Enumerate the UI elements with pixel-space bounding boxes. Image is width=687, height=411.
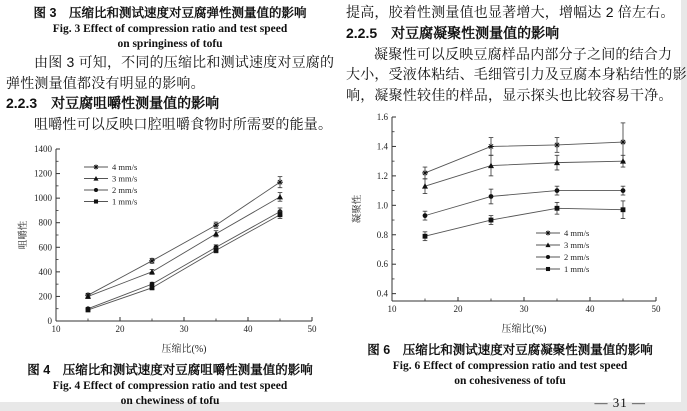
svg-text:压缩比(%): 压缩比(%) — [161, 343, 207, 355]
fig3-caption-en1: Fig. 3 Effect of compression ratio and test speed — [52, 23, 288, 35]
svg-text:1.2: 1.2 — [376, 170, 388, 181]
svg-text:压缩比(%): 压缩比(%) — [501, 324, 547, 335]
svg-text:40: 40 — [585, 304, 595, 314]
paragraph-line: 提高，胶着性测量值也显著增大，增幅达 2 倍左右。 — [346, 4, 675, 20]
svg-text:30: 30 — [519, 304, 529, 314]
svg-text:40: 40 — [243, 323, 253, 334]
fig4-chewiness-chart — [16, 141, 328, 357]
svg-text:1.4: 1.4 — [376, 141, 388, 152]
fig4-caption-en2: on chewiness of tofu — [120, 394, 220, 407]
svg-text:1 mm/s: 1 mm/s — [112, 196, 138, 206]
svg-text:1.6: 1.6 — [376, 112, 388, 122]
fig4-chart-area — [16, 141, 334, 362]
paragraph-line: 响，凝聚性较佳的样品，显示探头也比较容易干净。 — [346, 86, 673, 103]
fig3-caption-en2: on springiness of tofu — [117, 38, 223, 50]
svg-text:2 mm/s: 2 mm/s — [564, 252, 590, 262]
left-column — [0, 0, 340, 407]
svg-text:600: 600 — [38, 241, 52, 252]
paragraph-line: 咀嚼性可以反映口腔咀嚼食物时所需要的能量。 — [34, 116, 333, 132]
svg-text:50: 50 — [651, 304, 661, 314]
paragraph-line: 大小，受液体粘结、毛细管引力及豆腐本身粘结性的影 — [346, 66, 687, 82]
svg-text:0.8: 0.8 — [376, 229, 388, 240]
fig4-caption-en1: Fig. 4 Effect of compression ratio and test speed — [52, 379, 288, 392]
svg-text:200: 200 — [38, 290, 52, 301]
svg-text:1 mm/s: 1 mm/s — [564, 264, 590, 274]
svg-text:咀嚼性: 咀嚼性 — [19, 220, 29, 249]
svg-text:1.0: 1.0 — [376, 200, 388, 211]
svg-text:30: 30 — [179, 323, 189, 334]
fig4-caption-zh: 图 4 压缩比和测试速度对豆腐咀嚼性测量值的影响 — [27, 362, 313, 377]
svg-text:0.6: 0.6 — [376, 259, 388, 270]
svg-text:10: 10 — [51, 323, 61, 334]
svg-text:4 mm/s: 4 mm/s — [112, 161, 138, 172]
svg-text:2 mm/s: 2 mm/s — [112, 184, 138, 195]
page-number: — 31 — — [594, 395, 646, 410]
svg-text:3 mm/s: 3 mm/s — [112, 173, 138, 183]
paragraph-line: 弹性测量值都没有明显的影响。 — [6, 74, 205, 91]
svg-text:3 mm/s: 3 mm/s — [564, 240, 590, 250]
fig6-caption-en2: on cohesiveness of tofu — [454, 375, 566, 387]
svg-text:20: 20 — [115, 323, 125, 334]
fig6-cohesiveness-chart — [350, 107, 672, 337]
svg-text:50: 50 — [307, 323, 317, 334]
fig6-caption-zh: 图 6 压缩比和测试速度对豆腐凝聚性测量值的影响 — [367, 343, 653, 357]
svg-text:1400: 1400 — [34, 143, 52, 154]
svg-text:20: 20 — [453, 304, 463, 314]
paragraph-line: 由图 3 可知，不同的压缩比和测试速度对豆腐的 — [34, 54, 335, 70]
svg-text:1000: 1000 — [34, 192, 52, 203]
fig3-caption-zh: 图 3 压缩比和测试速度对豆腐弹性测量值的影响 — [33, 6, 307, 20]
svg-text:4 mm/s: 4 mm/s — [564, 228, 590, 238]
paragraph-line: 凝聚性可以反映豆腐样品内部分子之间的结合力 — [374, 45, 673, 62]
svg-text:0.4: 0.4 — [376, 288, 388, 299]
svg-text:800: 800 — [38, 217, 52, 228]
right-column — [340, 0, 687, 410]
svg-text:0: 0 — [47, 315, 52, 326]
svg-text:400: 400 — [38, 266, 52, 277]
section-heading-225: 2.2.5 对豆腐凝聚性测量值的影响 — [346, 24, 560, 41]
svg-text:1200: 1200 — [34, 168, 52, 179]
section-heading-223: 2.2.3 对豆腐咀嚼性测量值的影响 — [6, 95, 220, 111]
fig6-caption-en1: Fig. 6 Effect of compression ratio and test speed — [392, 360, 628, 372]
svg-text:凝聚性: 凝聚性 — [353, 194, 363, 224]
svg-text:10: 10 — [387, 304, 397, 314]
fig6-chart-area — [350, 107, 674, 342]
